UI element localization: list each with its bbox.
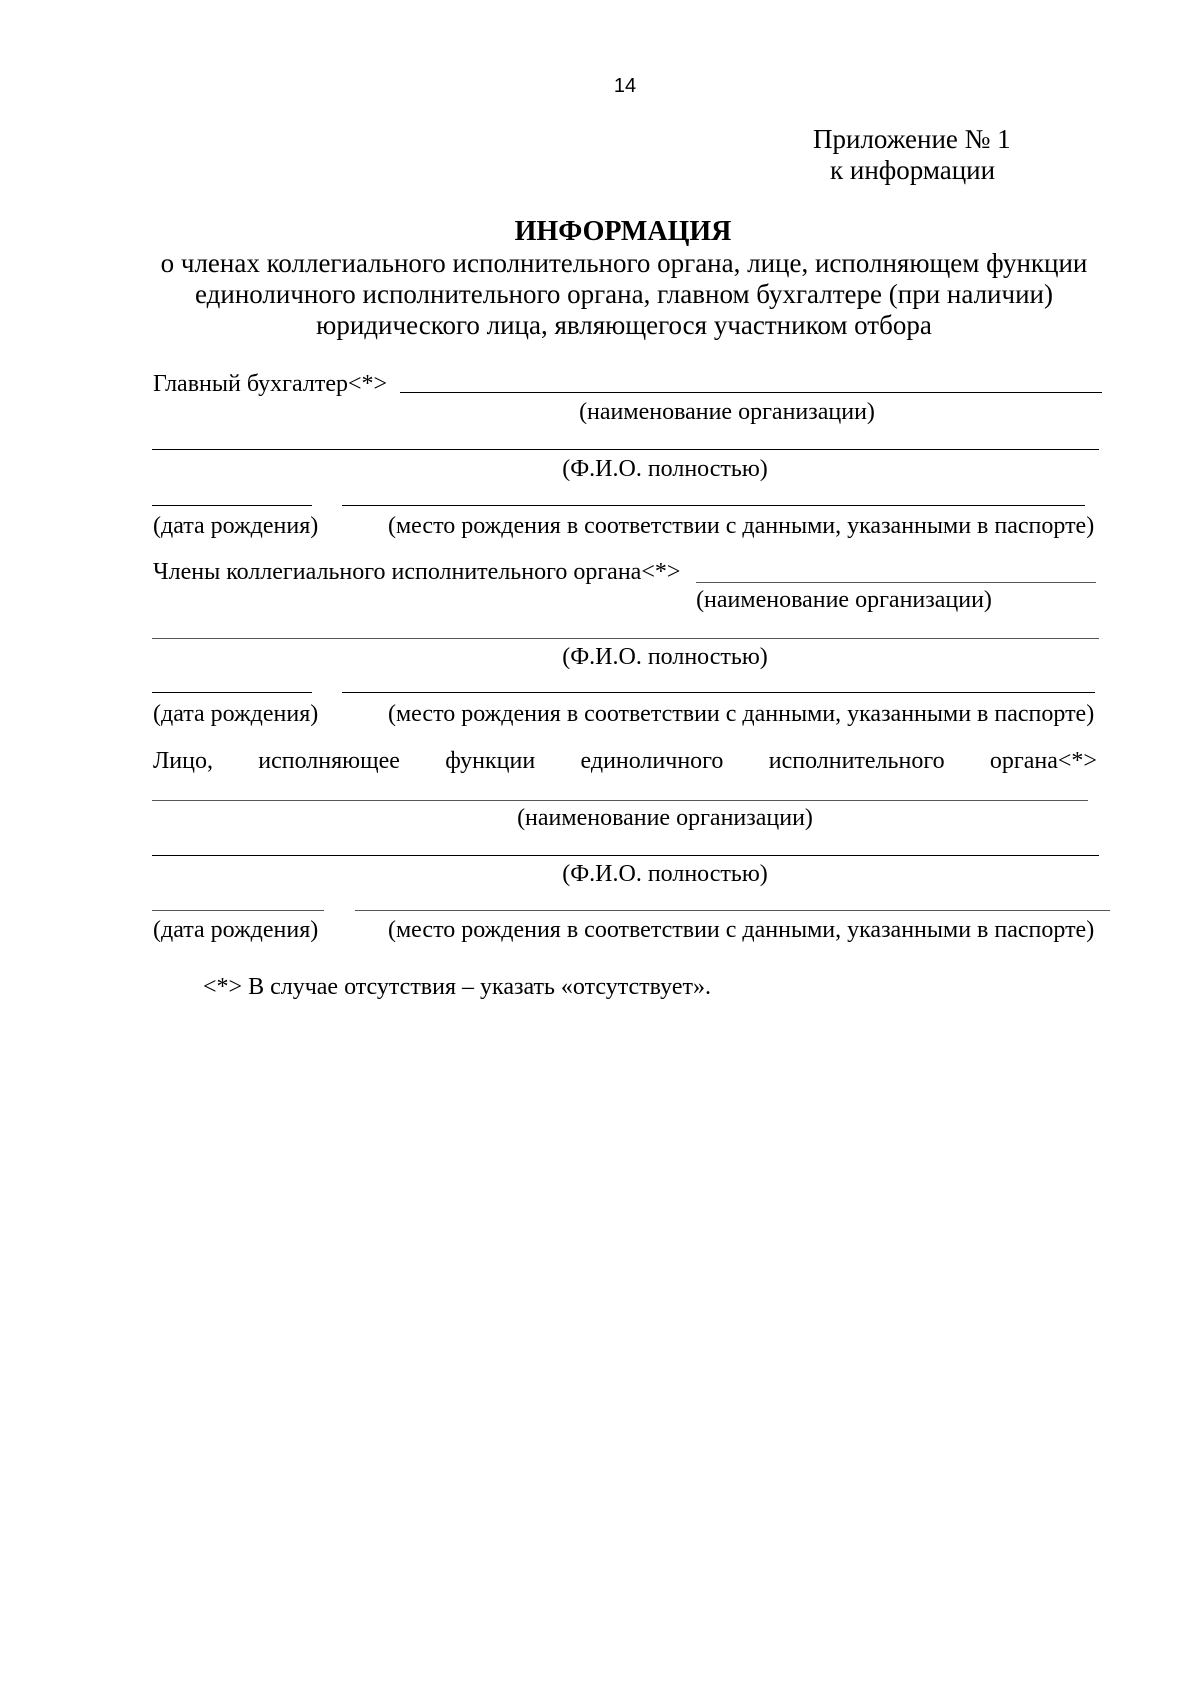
fio-caption: (Ф.И.О. полностью) [562,456,768,482]
subtitle-line-3: юридического лица, являющегося участником отбора [316,310,932,340]
org-name-field[interactable] [696,582,1096,583]
birth-date-field[interactable] [152,505,312,506]
birth-place-field[interactable] [355,910,1110,911]
org-name-caption: (наименование организации) [696,587,992,613]
fio-caption: (Ф.И.О. полностью) [562,644,768,670]
birth-place-field[interactable] [342,505,1085,506]
birth-place-caption: (место рождения в соответствии с данными, указанными в паспорте) [388,513,1095,539]
org-name-caption: (наименование организации) [579,399,875,425]
chief-accountant-label: Главный бухгалтер<*> [153,371,388,397]
fio-field[interactable] [152,638,1099,639]
birth-place-caption: (место рождения в соответствии с данными, указанными в паспорте) [388,701,1095,727]
label-word: исполняющее [258,748,400,774]
birth-date-field[interactable] [152,692,312,693]
org-name-field[interactable] [400,392,1102,393]
annex-line-1: Приложение № 1 [813,124,1011,154]
label-word: единоличного [580,748,724,774]
page-number: 14 [613,75,637,97]
org-name-caption: (наименование организации) [517,805,813,831]
label-word: исполнительного [768,748,945,774]
sole-executive-label [153,749,1097,773]
subtitle-line-1: о членах коллегиального исполнительного органа, лице, исполняющем функции [160,248,1088,278]
birth-date-caption: (дата рождения) [153,701,319,727]
fio-caption: (Ф.И.О. полностью) [562,861,768,887]
fio-field[interactable] [152,449,1099,450]
fio-field[interactable] [152,855,1099,856]
footnote: <*> В случае отсутствия – указать «отсутствует». [203,974,711,1000]
annex-line-2: к информации [830,155,996,185]
document-title: ИНФОРМАЦИЯ [514,216,732,247]
subtitle-line-2: единоличного исполнительного органа, главном бухгалтере (при наличии) [195,279,1053,309]
label-word: Лицо, [153,748,213,774]
label-word: функции [445,748,536,774]
birth-place-field[interactable] [342,692,1095,693]
org-name-field[interactable] [152,800,1088,801]
board-members-label: Члены коллегиального исполнительного органа<*> [153,559,681,585]
birth-place-caption: (место рождения в соответствии с данными, указанными в паспорте) [388,917,1095,943]
birth-date-caption: (дата рождения) [153,513,319,539]
birth-date-caption: (дата рождения) [153,917,319,943]
label-word: органа<*> [989,748,1097,774]
birth-date-field[interactable] [152,910,324,911]
